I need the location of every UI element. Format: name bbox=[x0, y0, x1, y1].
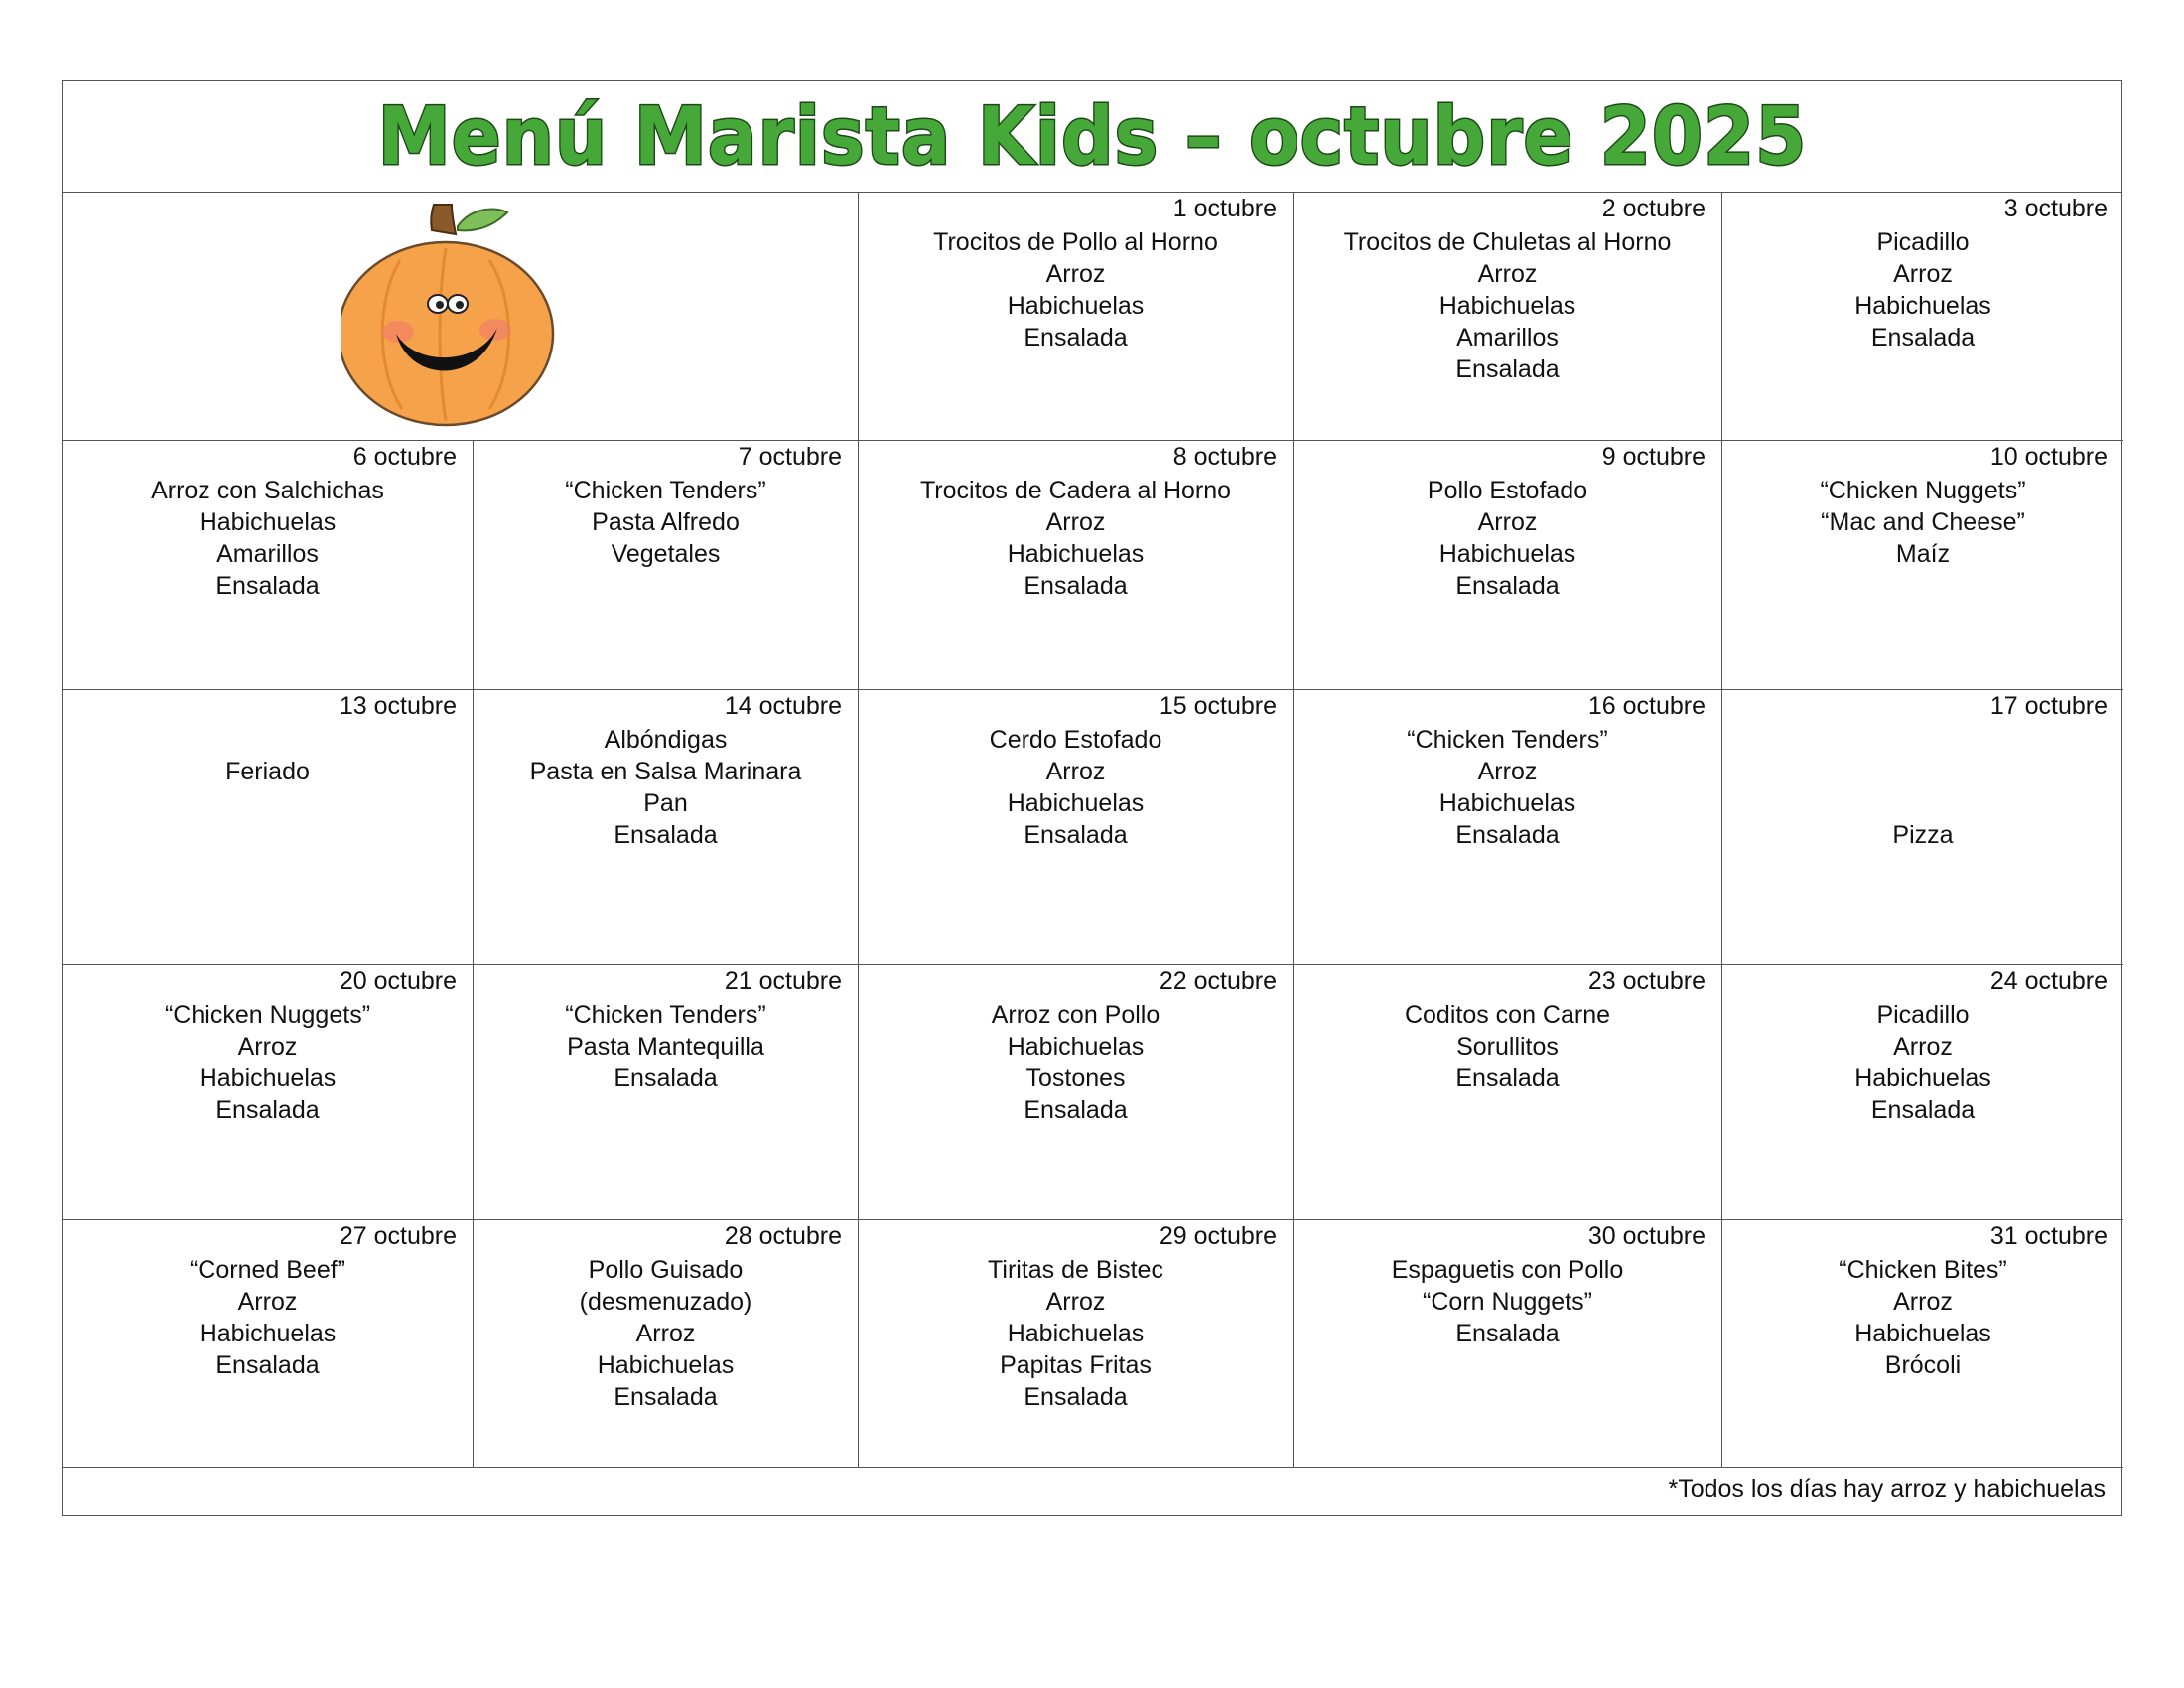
menu-item: Coditos con Carne bbox=[1404, 1001, 1611, 1029]
day-menu bbox=[63, 1254, 473, 1381]
menu-item: Sorullitos bbox=[1456, 1033, 1559, 1060]
day-menu bbox=[859, 999, 1293, 1126]
menu-item: Arroz con Pollo bbox=[991, 1001, 1160, 1029]
menu-item: Papitas Fritas bbox=[1000, 1351, 1152, 1379]
menu-item: Arroz bbox=[1893, 1288, 1953, 1316]
menu-item: Arroz bbox=[1477, 260, 1538, 288]
day-cell bbox=[1294, 690, 1722, 965]
day-date: 15 octubre bbox=[1159, 692, 1277, 720]
menu-item: Ensalada bbox=[1024, 324, 1128, 352]
day-menu bbox=[1722, 999, 2123, 1126]
day-cell bbox=[474, 1220, 859, 1468]
day-menu bbox=[859, 226, 1293, 353]
day-menu bbox=[63, 475, 473, 602]
day-cell bbox=[474, 690, 859, 965]
menu-item: Habichuelas bbox=[1007, 1320, 1145, 1347]
day-menu bbox=[474, 724, 858, 851]
day-menu bbox=[474, 999, 858, 1094]
day-cell bbox=[1722, 441, 2123, 690]
menu-item: Ensalada bbox=[1455, 821, 1560, 849]
menu-item: Ensalada bbox=[1455, 572, 1560, 600]
menu-item: “Mac and Cheese” bbox=[1821, 508, 2025, 536]
day-date: 28 octubre bbox=[724, 1222, 842, 1250]
menu-item: Picadillo bbox=[1876, 228, 1970, 256]
day-menu bbox=[1722, 475, 2123, 570]
menu-item: Habichuelas bbox=[597, 1351, 735, 1379]
menu-item: Habichuelas bbox=[199, 508, 337, 536]
menu-item: Ensalada bbox=[1870, 1096, 1976, 1124]
day-date: 16 octubre bbox=[1587, 692, 1706, 720]
day-menu bbox=[859, 475, 1293, 602]
menu-item: (desmenuzado) bbox=[579, 1288, 752, 1316]
menu-item: Pan bbox=[643, 789, 688, 817]
menu-item: Arroz bbox=[1045, 260, 1106, 288]
menu-item bbox=[1722, 756, 2123, 787]
day-date: 10 octubre bbox=[1989, 443, 2108, 471]
footer-row bbox=[63, 1466, 2121, 1515]
menu-item: “Chicken Nuggets” bbox=[164, 1001, 371, 1029]
menu-item: Habichuelas bbox=[199, 1320, 337, 1347]
menu-item: “Chicken Bites” bbox=[1839, 1256, 2007, 1284]
menu-item: Ensalada bbox=[1455, 1064, 1560, 1092]
menu-calendar bbox=[62, 80, 2122, 1516]
menu-item: Ensalada bbox=[1870, 324, 1976, 352]
menu-item: Cerdo Estofado bbox=[989, 726, 1162, 754]
menu-item: Habichuelas bbox=[1438, 292, 1576, 320]
menu-item: “Chicken Tenders” bbox=[565, 1001, 766, 1029]
day-cell bbox=[859, 193, 1294, 441]
menu-item: Pizza bbox=[1892, 821, 1954, 849]
menu-item: Habichuelas bbox=[1854, 1320, 1991, 1347]
menu-item: Arroz bbox=[1893, 260, 1953, 288]
day-menu bbox=[474, 475, 858, 570]
day-date: 6 octubre bbox=[352, 443, 457, 471]
menu-item: Pasta en Salsa Marinara bbox=[529, 758, 802, 785]
menu-item: Espaguetis con Pollo bbox=[1391, 1256, 1624, 1284]
day-date: 20 octubre bbox=[339, 967, 457, 995]
menu-item: “Chicken Tenders” bbox=[1407, 726, 1608, 754]
menu-item: Ensalada bbox=[614, 821, 718, 849]
menu-item: Ensalada bbox=[1024, 1096, 1128, 1124]
menu-item: Habichuelas bbox=[199, 1064, 337, 1092]
day-menu bbox=[1294, 724, 1721, 851]
day-menu bbox=[1722, 1254, 2123, 1381]
day-cell bbox=[63, 441, 474, 690]
menu-item: Habichuelas bbox=[1007, 789, 1145, 817]
menu-item: Amarillos bbox=[1456, 324, 1559, 352]
day-date: 14 octubre bbox=[724, 692, 842, 720]
menu-item: Vegetales bbox=[611, 540, 721, 568]
day-date: 13 octubre bbox=[339, 692, 457, 720]
menu-item: Picadillo bbox=[1876, 1001, 1970, 1029]
menu-item: Arroz bbox=[635, 1320, 696, 1347]
day-date: 23 octubre bbox=[1587, 967, 1706, 995]
day-cell bbox=[63, 965, 474, 1220]
menu-item: Ensalada bbox=[614, 1064, 718, 1092]
menu-item: Ensalada bbox=[1024, 572, 1128, 600]
menu-item: “Corned Beef” bbox=[189, 1256, 346, 1284]
day-menu bbox=[1722, 226, 2123, 353]
menu-item: Ensalada bbox=[215, 572, 320, 600]
day-cell bbox=[474, 441, 859, 690]
day-cell bbox=[63, 690, 474, 965]
menu-item: Habichuelas bbox=[1007, 540, 1145, 568]
menu-item: Pasta Alfredo bbox=[592, 508, 740, 536]
menu-item: Pasta Mantequilla bbox=[567, 1033, 764, 1060]
menu-item: Habichuelas bbox=[1007, 292, 1145, 320]
menu-item: Trocitos de Chuletas al Horno bbox=[1343, 228, 1672, 256]
menu-item: Ensalada bbox=[215, 1096, 320, 1124]
day-date: 22 octubre bbox=[1159, 967, 1277, 995]
day-menu bbox=[859, 1254, 1293, 1413]
day-date: 8 octubre bbox=[1172, 443, 1277, 471]
menu-item bbox=[1722, 787, 2123, 819]
day-date: 21 octubre bbox=[724, 967, 842, 995]
menu-item: Maíz bbox=[1895, 540, 1951, 568]
day-cell bbox=[1722, 965, 2123, 1220]
menu-item: Ensalada bbox=[215, 1351, 320, 1379]
day-menu bbox=[859, 724, 1293, 851]
day-cell bbox=[474, 965, 859, 1220]
page-title: Menú Marista Kids – octubre 2025 bbox=[377, 90, 1807, 183]
menu-item: Arroz bbox=[1477, 758, 1538, 785]
menu-item: Arroz bbox=[237, 1288, 298, 1316]
menu-item: Arroz con Salchichas bbox=[151, 477, 384, 504]
menu-item: Ensalada bbox=[1455, 355, 1560, 383]
footer-note: *Todos los días hay arroz y habichuelas bbox=[1668, 1476, 2106, 1503]
day-menu bbox=[63, 999, 473, 1126]
day-cell bbox=[1294, 193, 1722, 441]
menu-item: Arroz bbox=[1477, 508, 1538, 536]
day-date: 27 octubre bbox=[339, 1222, 457, 1250]
menu-item: Trocitos de Cadera al Horno bbox=[919, 477, 1232, 504]
menu-item bbox=[63, 724, 473, 756]
day-cell bbox=[859, 1220, 1294, 1468]
day-date: 9 octubre bbox=[1601, 443, 1706, 471]
menu-item: Brócoli bbox=[1884, 1351, 1962, 1379]
day-cell bbox=[1294, 965, 1722, 1220]
day-date: 7 octubre bbox=[738, 443, 842, 471]
day-cell bbox=[1722, 690, 2123, 965]
day-date: 2 octubre bbox=[1601, 195, 1706, 222]
day-cell bbox=[859, 441, 1294, 690]
menu-item: Arroz bbox=[1045, 508, 1106, 536]
pumpkin-icon bbox=[341, 201, 569, 429]
menu-item: Albóndigas bbox=[604, 726, 728, 754]
menu-item: Amarillos bbox=[216, 540, 319, 568]
menu-item: Arroz bbox=[237, 1033, 298, 1060]
menu-item: Habichuelas bbox=[1854, 1064, 1991, 1092]
day-cell bbox=[859, 690, 1294, 965]
menu-item: Ensalada bbox=[1455, 1320, 1560, 1347]
day-cell bbox=[1722, 193, 2123, 441]
menu-item: Ensalada bbox=[614, 1383, 718, 1411]
menu-item: Habichuelas bbox=[1438, 789, 1576, 817]
day-menu bbox=[474, 1254, 858, 1413]
menu-item: Ensalada bbox=[1024, 1383, 1128, 1411]
menu-item: Pollo Estofado bbox=[1427, 477, 1588, 504]
menu-item: Tiritas de Bistec bbox=[988, 1256, 1163, 1284]
day-menu bbox=[1722, 724, 2123, 851]
menu-item: Tostones bbox=[1025, 1064, 1126, 1092]
day-date: 3 octubre bbox=[2003, 195, 2108, 222]
day-date: 24 octubre bbox=[1989, 967, 2108, 995]
day-cell bbox=[859, 965, 1294, 1220]
menu-item: Habichuelas bbox=[1007, 1033, 1145, 1060]
day-cell bbox=[1294, 441, 1722, 690]
day-date: 1 octubre bbox=[1172, 195, 1277, 222]
menu-item bbox=[1722, 724, 2123, 756]
menu-item: Feriado bbox=[225, 758, 310, 785]
day-cell bbox=[63, 1220, 474, 1468]
day-date: 17 octubre bbox=[1989, 692, 2108, 720]
menu-item: Pollo Guisado bbox=[588, 1256, 744, 1284]
day-date: 29 octubre bbox=[1159, 1222, 1277, 1250]
day-cell bbox=[1722, 1220, 2123, 1468]
day-menu bbox=[1294, 999, 1721, 1094]
menu-item: Trocitos de Pollo al Horno bbox=[933, 228, 1218, 256]
menu-item: Arroz bbox=[1045, 1288, 1106, 1316]
menu-item: “Corn Nuggets” bbox=[1423, 1288, 1592, 1316]
menu-item: Arroz bbox=[1893, 1033, 1953, 1060]
title-row bbox=[63, 81, 2121, 193]
day-menu bbox=[1294, 226, 1721, 385]
day-menu bbox=[63, 724, 473, 787]
menu-item: Habichuelas bbox=[1854, 292, 1991, 320]
day-menu bbox=[1294, 475, 1721, 602]
day-date: 31 octubre bbox=[1989, 1222, 2108, 1250]
day-menu bbox=[1294, 1254, 1721, 1349]
pumpkin-cell bbox=[63, 193, 859, 441]
menu-item: “Chicken Tenders” bbox=[565, 477, 766, 504]
menu-item: “Chicken Nuggets” bbox=[1820, 477, 2026, 504]
menu-item: Habichuelas bbox=[1438, 540, 1576, 568]
menu-item: Ensalada bbox=[1024, 821, 1128, 849]
day-date: 30 octubre bbox=[1587, 1222, 1706, 1250]
menu-item: Arroz bbox=[1045, 758, 1106, 785]
day-cell bbox=[1294, 1220, 1722, 1468]
